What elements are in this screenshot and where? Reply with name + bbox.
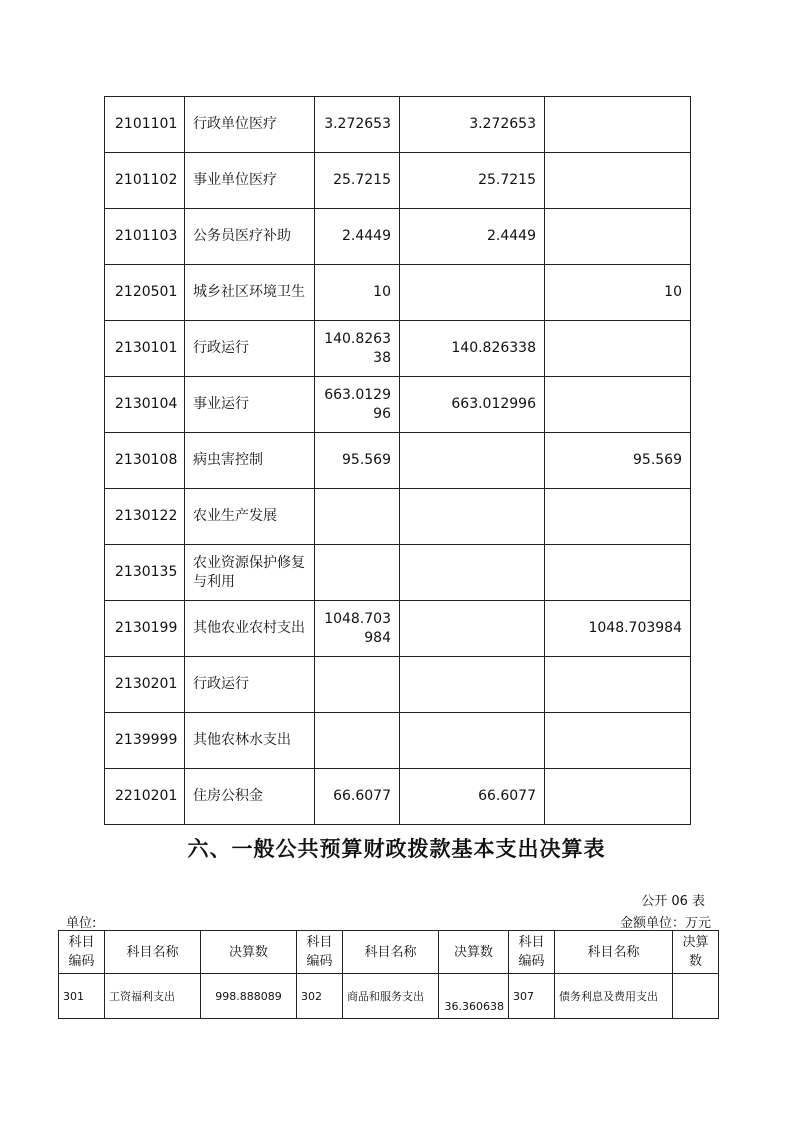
subject-code: 2139999: [105, 713, 185, 769]
total-value: 1048.703984: [315, 601, 400, 657]
project-expenditure-value: 1048.703984: [545, 601, 691, 657]
header-cell: 科目名称: [105, 931, 201, 974]
header-cell: 决算数: [439, 931, 509, 974]
total-value: 25.7215: [315, 153, 400, 209]
project-expenditure-value: [545, 489, 691, 545]
subject-code: 2130108: [105, 433, 185, 489]
project-expenditure-value: [545, 545, 691, 601]
subject-code: 2130122: [105, 489, 185, 545]
basic-expenditure-value: [400, 657, 545, 713]
table-row: [105, 657, 691, 713]
subject-code: 2130135: [105, 545, 185, 601]
table-row: [105, 377, 691, 433]
expenditure-detail-body: [105, 97, 691, 825]
subject-name: 事业单位医疗: [185, 153, 315, 209]
header-cell: 科目名称: [343, 931, 439, 974]
section-title: 六、一般公共预算财政拨款基本支出决算表: [187, 837, 606, 861]
form-number: 公开 06 表: [641, 894, 705, 909]
project-expenditure-value: [545, 209, 691, 265]
table-row: [105, 545, 691, 601]
project-expenditure-value: [545, 769, 691, 825]
subject-code: 301: [59, 974, 105, 1019]
basic-expenditure-value: [400, 545, 545, 601]
subject-name: 商品和服务支出: [343, 974, 439, 1019]
subject-name: 其他农业农村支出: [185, 601, 315, 657]
header-cell: 科目编码: [509, 931, 555, 974]
subject-code: 2101103: [105, 209, 185, 265]
table-row: [105, 489, 691, 545]
subject-code: 2130201: [105, 657, 185, 713]
header-cell: 决算数: [673, 931, 719, 974]
basic-expenditure-value: 2.4449: [400, 209, 545, 265]
subject-code: 2130101: [105, 321, 185, 377]
subject-name: 事业运行: [185, 377, 315, 433]
table-row: [59, 974, 719, 1019]
subject-code: 2120501: [105, 265, 185, 321]
subject-name: 行政运行: [185, 321, 315, 377]
basic-expenditure-table: [58, 930, 719, 1019]
total-value: 3.272653: [315, 97, 400, 153]
subject-name: 债务利息及费用支出: [555, 974, 673, 1019]
final-value: [673, 974, 719, 1019]
total-value: 2.4449: [315, 209, 400, 265]
final-value: 36.360638: [439, 974, 509, 1019]
subject-code: 2130199: [105, 601, 185, 657]
basic-expenditure-value: [400, 489, 545, 545]
basic-expenditure-value: 66.6077: [400, 769, 545, 825]
project-expenditure-value: 10: [545, 265, 691, 321]
header-cell: 科目编码: [297, 931, 343, 974]
project-expenditure-value: [545, 713, 691, 769]
basic-expenditure-value: [400, 713, 545, 769]
subject-code: 307: [509, 974, 555, 1019]
subject-name: 行政单位医疗: [185, 97, 315, 153]
basic-expenditure-value: 3.272653: [400, 97, 545, 153]
table-row: [105, 153, 691, 209]
subject-name: 住房公积金: [185, 769, 315, 825]
subject-name: 行政运行: [185, 657, 315, 713]
total-value: [315, 657, 400, 713]
total-value: 66.6077: [315, 769, 400, 825]
basic-expenditure-value: [400, 433, 545, 489]
table-row: [105, 321, 691, 377]
subject-name: 城乡社区环境卫生: [185, 265, 315, 321]
total-value: [315, 545, 400, 601]
subject-name: 农业资源保护修复与利用: [185, 545, 315, 601]
subject-code: 302: [297, 974, 343, 1019]
table-row: [105, 713, 691, 769]
total-value: 95.569: [315, 433, 400, 489]
subject-code: 2210201: [105, 769, 185, 825]
amount-unit: 金额单位：万元: [619, 916, 711, 931]
project-expenditure-value: [545, 97, 691, 153]
total-value: 10: [315, 265, 400, 321]
subject-name: 其他农林水支出: [185, 713, 315, 769]
final-value: 998.888089: [201, 974, 297, 1019]
project-expenditure-value: [545, 153, 691, 209]
subject-code: 2101101: [105, 97, 185, 153]
basic-expenditure-value: [400, 601, 545, 657]
project-expenditure-value: [545, 657, 691, 713]
total-value: 140.826338: [315, 321, 400, 377]
subject-name: 农业生产发展: [185, 489, 315, 545]
project-expenditure-value: [545, 377, 691, 433]
project-expenditure-value: [545, 321, 691, 377]
basic-expenditure-value: [400, 265, 545, 321]
subject-name: 工资福利支出: [105, 974, 201, 1019]
unit-label: 单位:: [66, 916, 97, 931]
header-cell: 决算数: [201, 931, 297, 974]
subject-code: 2101102: [105, 153, 185, 209]
total-value: 663.012996: [315, 377, 400, 433]
subject-name: 病虫害控制: [185, 433, 315, 489]
expenditure-detail-table: [104, 96, 691, 825]
table-row: [105, 265, 691, 321]
total-value: [315, 713, 400, 769]
table-header-row: [59, 931, 719, 974]
basic-expenditure-value: 140.826338: [400, 321, 545, 377]
basic-expenditure-value: 663.012996: [400, 377, 545, 433]
table-row: [105, 433, 691, 489]
basic-expenditure-value: 25.7215: [400, 153, 545, 209]
header-cell: 科目名称: [555, 931, 673, 974]
table-row: [105, 769, 691, 825]
table-row: [105, 601, 691, 657]
project-expenditure-value: 95.569: [545, 433, 691, 489]
table-row: [105, 209, 691, 265]
subject-name: 公务员医疗补助: [185, 209, 315, 265]
total-value: [315, 489, 400, 545]
subject-code: 2130104: [105, 377, 185, 433]
header-cell: 科目编码: [59, 931, 105, 974]
table-row: [105, 97, 691, 153]
